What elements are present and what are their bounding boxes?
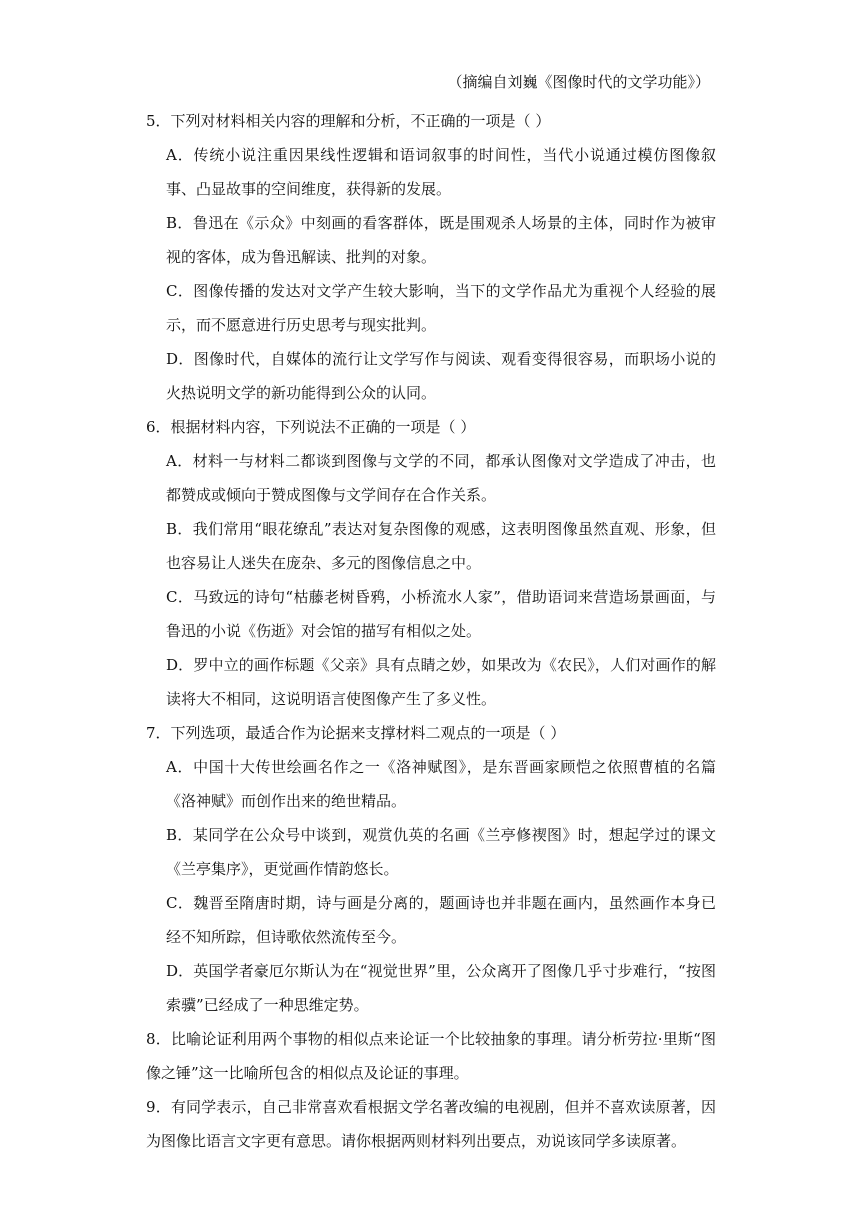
- option-b: B．我们常用“眼花缭乱”表达对复杂图像的观感，这表明图像虽然直观、形象，但也容易让人迷失在庞杂、多元的图像信息之中。: [166, 520, 716, 572]
- option-a: A．中国十大传世绘画名作之一《洛神赋图》，是东晋画家顾恺之依照曹植的名篇《洛神赋》而创作出来的绝世精品。: [166, 758, 716, 810]
- option-b: B．鲁迅在《示众》中刻画的看客群体，既是围观杀人场景的主体，同时作为被审视的客体，成为鲁迅解读、批判的对象。: [166, 214, 716, 266]
- question-6: [146, 410, 716, 716]
- question-8: [146, 1022, 716, 1090]
- question-stem: 9．有同学表示，自己非常喜欢看根据文学名著改编的电视剧，但并不喜欢读原著，因为图像比语言文字更有意思。请你根据两则材料列出要点，劝说该同学多读原著。: [146, 1098, 716, 1150]
- question-9: [146, 1090, 716, 1158]
- question-list: [146, 104, 716, 1158]
- question-stem: 8．比喻论证利用两个事物的相似点来论证一个比较抽象的事理。请分析劳拉·里斯“图像之锤”这一比喻所包含的相似点及论证的事理。: [146, 1030, 716, 1082]
- option-d: D．图像时代，自媒体的流行让文学写作与阅读、观看变得很容易，而职场小说的火热说明文学的新功能得到公众的认同。: [166, 350, 716, 402]
- option-d: D．英国学者豪厄尔斯认为在“视觉世界”里，公众离开了图像几乎寸步难行，“按图索骥”已经成了一种思维定势。: [166, 962, 716, 1014]
- option-c: C．马致远的诗句“枯藤老树昏鸦，小桥流水人家”，借助语词来营造场景画面，与鲁迅的小说《伤逝》对会馆的描写有相似之处。: [166, 588, 716, 640]
- question-stem: 5．下列对材料相关内容的理解和分析，不正确的一项是（ ）: [146, 112, 551, 130]
- source-citation: （摘编自刘巍《图像时代的文学功能》）: [447, 73, 710, 91]
- question-5: [146, 104, 716, 410]
- option-b: B．某同学在公众号中谈到，观赏仇英的名画《兰亭修禊图》时，想起学过的课文《兰亭集序》，更觉画作情韵悠长。: [166, 826, 716, 878]
- question-stem: 6．根据材料内容，下列说法不正确的一项是（ ）: [146, 418, 476, 436]
- question-7: [146, 716, 716, 1022]
- option-d: D．罗中立的画作标题《父亲》具有点睛之妙，如果改为《农民》，人们对画作的解读将大不相同，这说明语言使图像产生了多义性。: [166, 656, 716, 708]
- option-c: C．图像传播的发达对文学产生较大影响，当下的文学作品尤为重视个人经验的展示，而不愿意进行历史思考与现实批判。: [166, 282, 716, 334]
- option-a: A．材料一与材料二都谈到图像与文学的不同，都承认图像对文学造成了冲击，也都赞成或倾向于赞成图像与文学间存在合作关系。: [166, 452, 716, 504]
- option-c: C．魏晋至隋唐时期，诗与画是分离的，题画诗也并非题在画内，虽然画作本身已经不知所踪，但诗歌依然流传至今。: [166, 894, 716, 946]
- question-stem: 7．下列选项，最适合作为论据来支撑材料二观点的一项是（ ）: [146, 724, 566, 742]
- option-a: A．传统小说注重因果线性逻辑和语词叙事的时间性，当代小说通过模仿图像叙事、凸显故事的空间维度，获得新的发展。: [166, 146, 716, 198]
